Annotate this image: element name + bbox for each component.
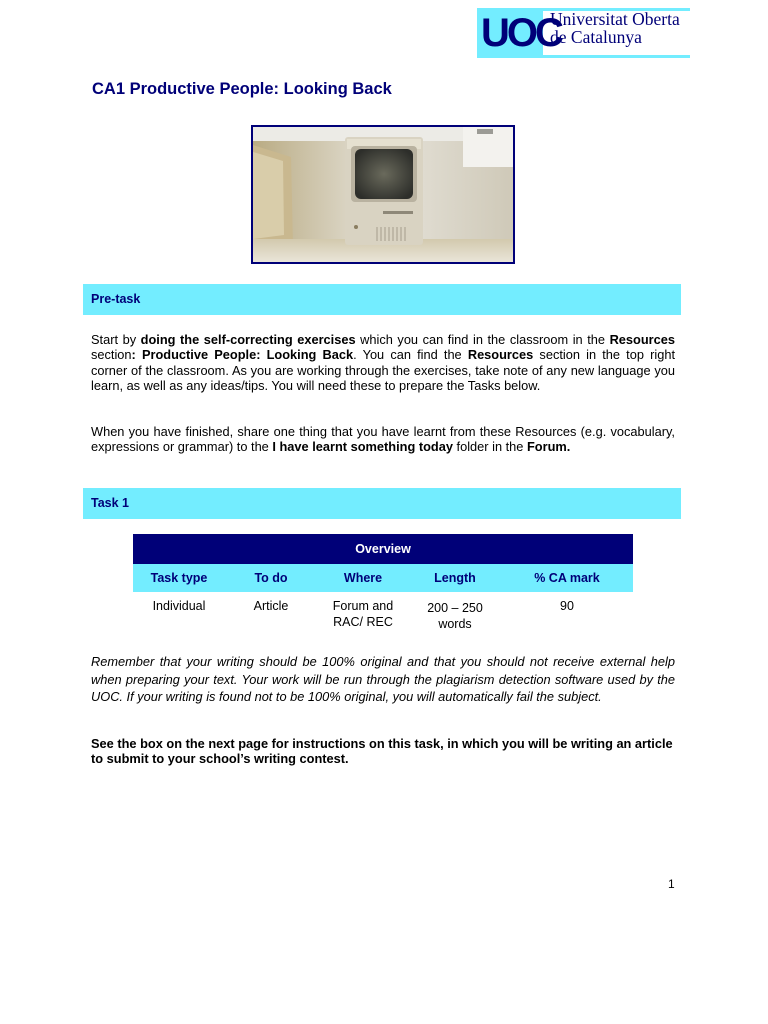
pretask-heading: Pre-task xyxy=(83,284,681,315)
p2-text-1: When you have finished, share one thing that you have learnt from these Resources (e.g. vocabulary, expressions or grammar) to the xyxy=(91,424,675,455)
uoc-logo-mark-text: UOC xyxy=(481,11,561,55)
overview-header: Overview xyxy=(355,542,411,556)
cell-length-line-2: words xyxy=(438,617,472,631)
p1-text-3: section xyxy=(91,347,132,363)
p1-bold-1: doing the self-correcting exercises xyxy=(140,332,356,347)
p1-text-4: . You can find the xyxy=(353,347,468,363)
p2-bold-1: I have learnt something today xyxy=(272,439,453,455)
logo-line-1: Universitat Oberta xyxy=(550,9,680,29)
p2-bold-2: Forum. xyxy=(526,439,571,455)
cell-where xyxy=(317,592,409,646)
col-ca-mark: % CA mark xyxy=(501,564,633,592)
originality-note: Remember that your writing should be 100% original and that you should not receive external help when preparing your text. Your work will be run through the plagiarism detection software used by the UOC. If your writing is found not to be 100% original, you will automatically fail the subject. xyxy=(91,654,675,705)
col-to-do: To do xyxy=(225,564,317,592)
task1-heading: Task 1 xyxy=(83,488,681,519)
cell-where-line-2: RAC/ REC xyxy=(333,615,393,629)
p2-text-2: folder in the xyxy=(452,439,527,455)
p1-text-2: which you can find in the classroom in the xyxy=(355,332,610,347)
task-instructions: See the box on the next page for instructions on this task, in which you will be writing an article to submit to your school’s writing contest. xyxy=(91,736,673,767)
logo-rule-bottom xyxy=(543,55,690,58)
vintage-computer-photo xyxy=(251,125,515,264)
p1-bold-2: Resources xyxy=(609,332,676,347)
p1-bold-3: : Productive People: Looking Back xyxy=(131,347,354,363)
uoc-logo xyxy=(477,8,690,58)
col-length: Length xyxy=(409,564,501,592)
col-where: Where xyxy=(317,564,409,592)
pretask-paragraph-2 xyxy=(91,424,675,455)
page-number: 1 xyxy=(668,877,675,891)
col-task-type: Task type xyxy=(133,564,225,592)
page-title: CA1 Productive People: Looking Back xyxy=(92,80,392,98)
cell-where-line-1: Forum and xyxy=(332,599,394,613)
cell-ca-mark: 90 xyxy=(560,599,574,613)
cell-length-line-1: 200 – 250 xyxy=(427,601,483,615)
logo-line-2: de Catalunya xyxy=(550,27,642,47)
p1-text-5: section in the top right corner of the classroom. As you are working through the exercises, take note of any new language you learn, as well as any ideas/tips. You will need these to prepare the Tasks below. xyxy=(91,347,676,394)
vintage-computer-image xyxy=(253,127,513,262)
p1-text-1: Start by xyxy=(91,332,141,347)
cell-task-type: Individual xyxy=(152,599,206,613)
cell-to-do: Article xyxy=(253,599,289,613)
overview-table xyxy=(133,534,633,646)
uoc-logo-text xyxy=(550,10,680,46)
pretask-paragraph-1 xyxy=(91,332,675,394)
table-row xyxy=(133,592,633,646)
cell-length xyxy=(409,592,501,646)
uoc-logo-mark xyxy=(477,8,561,58)
p1-bold-4: Resources xyxy=(467,347,534,363)
